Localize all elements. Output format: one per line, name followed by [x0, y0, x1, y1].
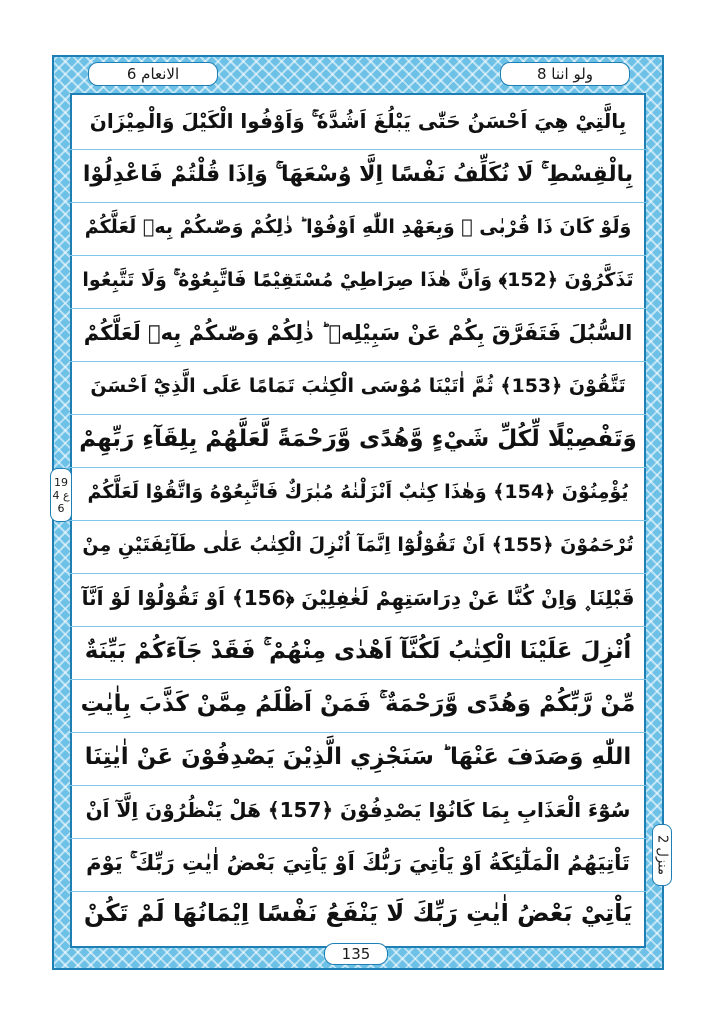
verse-line-text: تَتَّقُوْنَ ﴿153﴾ ثُمَّ اٰتَيْنَا مُوْسَى الْكِتٰبَ تَمَامًا عَلَى الَّذِيْٓ اَحْسَنَ	[90, 375, 626, 397]
verse-line-text: مِّنْ رَّبِّكُمْ وَهُدًى وَّرَحْمَةٌ ۚ فَمَنْ اَظْلَمُ مِمَّنْ كَذَّبَ بِاٰيٰتِ	[80, 691, 636, 717]
verse-line-4	[70, 252, 646, 309]
verse-line-text: قَبْلِنَا ۪ وَاِنْ كُنَّا عَنْ دِرَاسَتِهِمْ لَغٰفِلِيْنَ ﴿156﴾ اَوْ تَقُوْلُوْا لَوْ اَنَّآ	[81, 586, 635, 610]
verse-line-6	[70, 358, 646, 415]
verse-line-text: بِالْقِسْطِ ۚ لَا نُكَلِّفُ نَفْسًا اِلَّا وُسْعَهَا ۚ وَاِذَا قُلْتُمْ فَاعْدِلُوْا	[82, 161, 634, 187]
verse-line-text: وَلَوْ كَانَ ذَا قُرْبٰى ۚ وَبِعَهْدِ اللّٰهِ اَوْفُوْا ؕ ذٰلِكُمْ وَصّٰىكُمْ بِهٖ لَعَلَّكُمْ	[84, 216, 632, 238]
verse-line-text: اللّٰهِ وَصَدَفَ عَنْهَا ؕ سَنَجْزِي الَّذِيْنَ يَصْدِفُوْنَ عَنْ اٰيٰتِنَا	[84, 744, 632, 770]
verse-line-12	[70, 676, 646, 733]
verse-line-11	[70, 623, 646, 680]
verse-line-3	[70, 199, 646, 256]
manzil-marker	[652, 824, 672, 886]
verse-line-1	[70, 93, 646, 150]
verse-line-10	[70, 570, 646, 627]
verse-line-8	[70, 464, 646, 521]
verse-line-text: بِالَّتِيْ هِيَ اَحْسَنُ حَتّٰى يَبْلُغَ اَشُدَّهٗ ۚ وَاَوْفُوا الْكَيْلَ وَالْمِيْزَانَ	[89, 109, 627, 133]
ruku-top: 19	[54, 475, 68, 489]
verse-line-text: السُّبُلَ فَتَفَرَّقَ بِكُمْ عَنْ سَبِيْلِهٖ ؕ ذٰلِكُمْ وَصّٰىكُمْ بِهٖ لَعَلَّكُمْ	[83, 321, 633, 345]
verse-line-13	[70, 729, 646, 786]
juz-header	[500, 62, 630, 86]
verse-line-2	[70, 146, 646, 203]
verse-line-5	[70, 305, 646, 362]
verse-line-9	[70, 517, 646, 574]
ruku-marker	[50, 468, 72, 522]
surah-header	[88, 62, 218, 86]
verse-line-text: اُنْزِلَ عَلَيْنَا الْكِتٰبُ لَكُنَّآ اَهْدٰى مِنْهُمْ ۚ فَقَدْ جَآءَكُمْ بَيِّنَةٌ	[84, 638, 632, 664]
verse-line-text: وَتَفْصِيْلًا لِّكُلِّ شَيْءٍ وَّهُدًى وَّرَحْمَةً لَّعَلَّهُمْ بِلِقَآءِ رَبِّهِمْ	[79, 426, 637, 452]
verse-line-text: تَذَكَّرُوْنَ ﴿152﴾ وَاَنَّ هٰذَا صِرَاطِيْ مُسْتَقِيْمًا فَاتَّبِعُوْهُ ۚ وَلَا تَتَّبِعُوا	[82, 269, 634, 291]
page-number	[324, 943, 388, 965]
verse-line-text: تَاْتِيَهُمُ الْمَلٰٓئِكَةُ اَوْ يَاْتِيَ رَبُّكَ اَوْ يَاْتِيَ بَعْضُ اٰيٰتِ رَبِّكَ ۚ يَوْمَ	[86, 850, 630, 875]
verse-line-text: تُرْحَمُوْنَ ﴿155﴾ اَنْ تَقُوْلُوْٓا اِنَّمَآ اُنْزِلَ الْكِتٰبُ عَلٰى طَآئِفَتَيْنِ مِنْ	[82, 534, 634, 556]
surah-name: الانعام 6	[126, 65, 180, 83]
verse-line-text: يُؤْمِنُوْنَ ﴿154﴾ وَهٰذَا كِتٰبٌ اَنْزَلْنٰهُ مُبٰرَكٌ فَاتَّبِعُوْهُ وَاتَّقُوْا لَعَلَّكُمْ	[87, 481, 629, 503]
verse-line-16	[70, 888, 646, 938]
ruku-bottom: 6	[57, 501, 65, 515]
verse-line-text: يَاْتِيْ بَعْضُ اٰيٰتِ رَبِّكَ لَا يَنْفَعُ نَفْسًا اِيْمَانُهَا لَمْ تَكُنْ	[83, 899, 633, 927]
verse-line-text: سُوْٓءَ الْعَذَابِ بِمَا كَانُوْا يَصْدِفُوْنَ ﴿157﴾ هَلْ يَنْظُرُوْنَ اِلَّآ اَنْ	[85, 798, 631, 822]
manzil-label: منزل 2	[654, 835, 670, 875]
verse-line-15	[70, 835, 646, 892]
verse-line-7	[70, 411, 646, 468]
verse-line-14	[70, 782, 646, 839]
ruku-mid: ع 4	[52, 488, 70, 502]
juz-name: ولو اننا 8	[536, 65, 594, 83]
page-number-text: 135	[341, 945, 371, 963]
verse-lines	[70, 93, 646, 948]
